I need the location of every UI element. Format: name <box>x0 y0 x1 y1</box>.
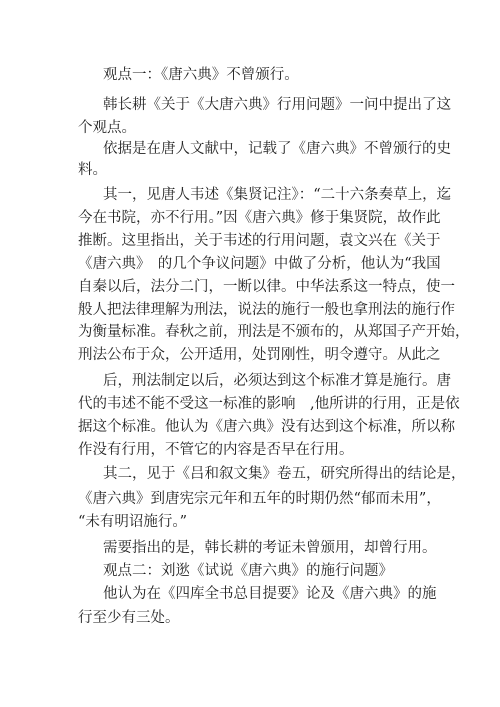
paragraph-line: 《唐六典》到唐宪宗元年和五年的时期仍然“郁而未用”， <box>78 491 441 507</box>
paragraph-line: 他认为在《四库全书总目提要》论及《唐六典》的施 <box>103 586 437 602</box>
paragraph-line: 据这个标准。他认为《唐六典》没有达到这个标准，所以称 <box>78 419 455 435</box>
paragraph-line: 般人把法律理解为刑法，说法的施行一般也拿刑法的施行作 <box>78 302 455 318</box>
paragraph-line: 个观点。 <box>78 120 136 136</box>
paragraph-line: 韩长耕《关于《大唐六典》行用问题》一问中提出了这 <box>103 97 451 113</box>
paragraph-line: 观点一：《唐六典》不曾颁行。 <box>103 67 299 83</box>
paragraph-line: 依据是在唐人文献中，记载了《唐六典》不曾颁行的史 <box>103 141 451 157</box>
paragraph-line: 自秦以后，法分二门，一断以律。中华法系这一特点，使一 <box>78 279 455 295</box>
paragraph-line: 代的韦述不能不受这一标准的影响 ,他所讲的行用，正是依 <box>78 396 460 412</box>
paragraph-line: 《唐六典》 的几个争议问题》中做了分析，他认为“我国 <box>78 256 441 272</box>
paragraph-line: 为衡量标准。春秋之前，刑法是不颁布的，从郑国子产开始， <box>78 324 470 340</box>
paragraph-line: 行至少有三处。 <box>78 610 180 626</box>
paragraph-line: 其二，见于《吕和叙文集》卷五，研究所得出的结论是， <box>103 466 466 482</box>
paragraph-line: 料。 <box>78 162 107 178</box>
paragraph-line: 今在书院，亦不行用。”因《唐六典》修于集贤院，故作此 <box>78 210 441 226</box>
paragraph-line: 其一，见唐人韦述《集贤记注》：“二十六条奏草上，迄 <box>103 187 452 203</box>
paragraph-line: 后，刑法制定以后，必须达到这个标准才算是施行。唐 <box>103 373 451 389</box>
paragraph-line: 作没有行用，不管它的内容是否早在行用。 <box>78 442 354 458</box>
paragraph-line: 需要指出的是，韩长耕的考证未曾颁用，却曾行用。 <box>103 540 437 556</box>
paragraph-line: 推断。这里指出，关于韦述的行用问题，袁文兴在《关于 <box>78 233 441 249</box>
paragraph-line: 刑法公布于众，公开适用，处罚刚性，明令遵守。从此之 <box>78 347 441 363</box>
paragraph-line: 观点二：刘逖《试说《唐六典》的施行问题》 <box>103 563 393 579</box>
paragraph-line: “未有明诏施行。” <box>78 514 188 530</box>
